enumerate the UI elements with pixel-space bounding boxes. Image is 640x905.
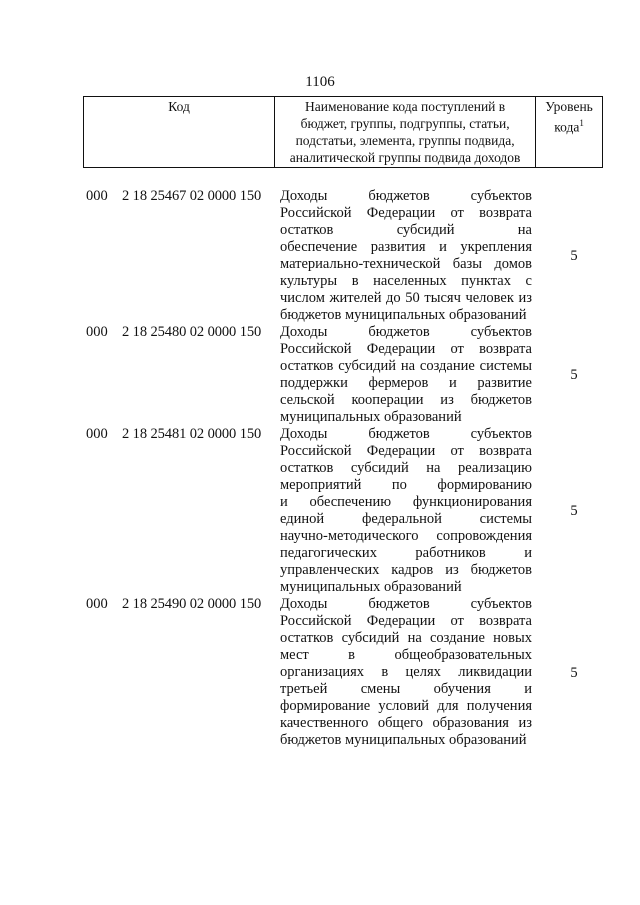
header-level-line: Уровень xyxy=(545,99,593,114)
row-level: 5 xyxy=(570,367,578,383)
header-name-line: аналитической группы подвида доходов xyxy=(289,150,521,165)
row-level-cell xyxy=(532,324,606,426)
row-name xyxy=(280,596,532,749)
row-name-line: педагогических работников и xyxy=(280,545,532,561)
row-name-line: Российской Федерации от возврата xyxy=(280,613,532,629)
row-name-line: Доходы бюджетов субъектов xyxy=(280,188,532,204)
row-name-line: бюджетов муниципальных образований xyxy=(280,732,527,748)
table-row xyxy=(86,188,606,324)
row-name-line: организациях в целях ликвидации xyxy=(280,664,532,680)
row-name-line: Российской Федерации от возврата xyxy=(280,341,532,357)
row-name-line: культуры в населенных пунктах с xyxy=(280,273,532,289)
row-name-line: мест в общеобразовательных xyxy=(280,647,532,663)
header-name-line: подстатьи, элемента, группы подвида, xyxy=(295,133,515,148)
row-level-cell xyxy=(532,596,606,749)
code-list xyxy=(86,188,606,749)
row-admin-code: 000 xyxy=(86,596,108,612)
row-name-line: поддержки фермеров и развитие xyxy=(280,375,532,391)
row-admin-code: 000 xyxy=(86,188,108,204)
row-name-line: Доходы бюджетов субъектов xyxy=(280,426,532,442)
header-name-cell xyxy=(275,97,536,168)
row-name-line: формирование условий для получения xyxy=(280,698,532,714)
header-level-word: кода xyxy=(554,119,580,135)
row-level: 5 xyxy=(570,248,578,264)
table-header xyxy=(83,96,603,168)
table-row xyxy=(86,596,606,749)
row-level-cell xyxy=(532,188,606,324)
row-name-line: Российской Федерации от возврата xyxy=(280,443,532,459)
row-name-line: муниципальных образований xyxy=(280,579,462,595)
row-name-line: Доходы бюджетов субъектов xyxy=(280,596,532,612)
row-name xyxy=(280,188,532,324)
row-name-line: обеспечение развития и укрепления xyxy=(280,239,532,255)
row-name-line: остатков субсидий на xyxy=(280,222,532,238)
row-name-line: остатков субсидий на реализацию xyxy=(280,460,532,476)
row-level: 5 xyxy=(570,665,578,681)
row-name-line: научно-методического сопровождения xyxy=(280,528,532,544)
row-name-line: остатков субсидий на создание системы xyxy=(280,358,532,374)
row-name-line: мероприятий по формированию xyxy=(280,477,532,493)
row-level: 5 xyxy=(570,503,578,519)
row-admin-code: 000 xyxy=(86,426,108,442)
row-income-code: 2 18 25490 02 0000 150 xyxy=(122,596,262,612)
header-code-label: Код xyxy=(168,99,190,114)
row-name-line: третьей смены обучения и xyxy=(280,681,532,697)
row-name-line: материально-технической базы домов xyxy=(280,256,532,272)
row-name xyxy=(280,324,532,426)
row-name-line: Российской Федерации от возврата xyxy=(280,205,532,221)
row-level-cell xyxy=(532,426,606,596)
row-income-code: 2 18 25480 02 0000 150 xyxy=(122,324,262,340)
row-name-line: остатков субсидий на создание новых xyxy=(280,630,532,646)
row-name-line: сельской кооперации из бюджетов xyxy=(280,392,532,408)
footnote-marker: 1 xyxy=(579,118,584,128)
header-name-line: Наименование кода поступлений в xyxy=(305,99,506,114)
row-name-line: Доходы бюджетов субъектов xyxy=(280,324,532,340)
row-name-line: единой федеральной системы xyxy=(280,511,532,527)
header-level-line2 xyxy=(539,115,599,136)
row-name-line: качественного общего образования из xyxy=(280,715,532,731)
row-admin-code: 000 xyxy=(86,324,108,340)
row-name-line: муниципальных образований xyxy=(280,409,462,425)
header-level-cell xyxy=(536,97,603,168)
row-income-code: 2 18 25481 02 0000 150 xyxy=(122,426,262,442)
table-row xyxy=(86,324,606,426)
row-name xyxy=(280,426,532,596)
table-row xyxy=(86,426,606,596)
row-name-line: и обеспечению функционирования xyxy=(280,494,532,510)
header-name-line: бюджет, группы, подгруппы, статьи, xyxy=(300,116,510,131)
row-name-line: бюджетов муниципальных образований xyxy=(280,307,527,323)
header-code-cell xyxy=(84,97,275,168)
row-name-line: управленческих кадров из бюджетов xyxy=(280,562,532,578)
row-name-line: числом жителей до 50 тысяч человек из xyxy=(280,290,532,306)
row-income-code: 2 18 25467 02 0000 150 xyxy=(122,188,262,204)
page-number: 1106 xyxy=(305,74,335,90)
